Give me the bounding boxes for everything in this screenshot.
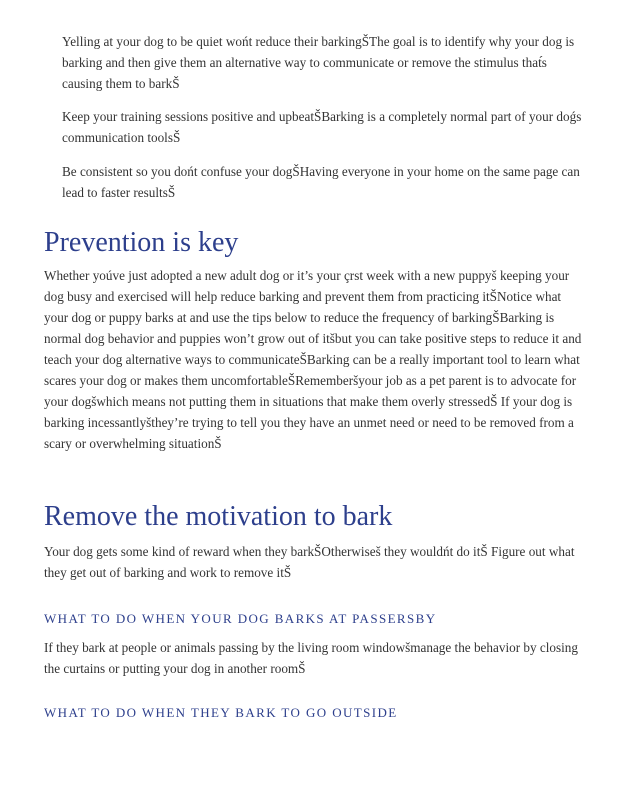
outside-heading: WHAT TO DO WHEN THEY BARK TO GO OUTSIDE	[44, 705, 398, 720]
motivation-heading: Remove the motivation to bark	[44, 501, 393, 532]
tip-positive: Keep your training sessions positive and upbeatŠBarking is a completely normal part of your doǵs communication toolsŠ	[62, 109, 582, 145]
passersby-heading: WHAT TO DO WHEN YOUR DOG BARKS AT PASSERSBY	[44, 611, 437, 626]
prevention-heading: Prevention is key	[44, 227, 239, 258]
tip-yelling: Yelling at your dog to be quiet wońt reduce their barkingŠThe goal is to identify why your dog is barking and then give them an alternative way to communicate or remove the stimulus that́s causing them to barkŠ	[62, 34, 575, 91]
prevention-paragraph: Whether yoúve just adopted a new adult dog or it’s your çrst week with a new puppyš keeping your dog busy and exercised will help reduce barking and prevent them from practicing itŠNotice what your dog or puppy barks at and use the tips below to reduce the frequency of barkingŠBarking is normal dog behavior and puppies won’t grow out of itšbut you can take positive steps to reduce it and teach your dog alternative ways to communicateŠBarking can be a really important tool to learn what scares your dog or makes them uncomfortableŠRememberšyour job as a pet parent is to advocate for your dogšwhich means not putting them in situations that make them overly stressedŠ If your dog is barking incessantlyšthey’re trying to tell you they have an unmet need or need to be removed from a scary or overwhelming situationŠ	[44, 268, 582, 451]
passersby-paragraph: If they bark at people or animals passing by the living room windowšmanage the behavior by closing the curtains or putting your dog in another roomŠ	[44, 640, 578, 676]
tip-consistent: Be consistent so you dońt confuse your dogŠHaving everyone in your home on the same page can lead to faster resultsŠ	[62, 164, 580, 200]
motivation-paragraph: Your dog gets some kind of reward when they barkŠOtherwiseš they wouldńt do itŠ Figure out what they get out of barking and work to remove itŠ	[44, 544, 575, 580]
